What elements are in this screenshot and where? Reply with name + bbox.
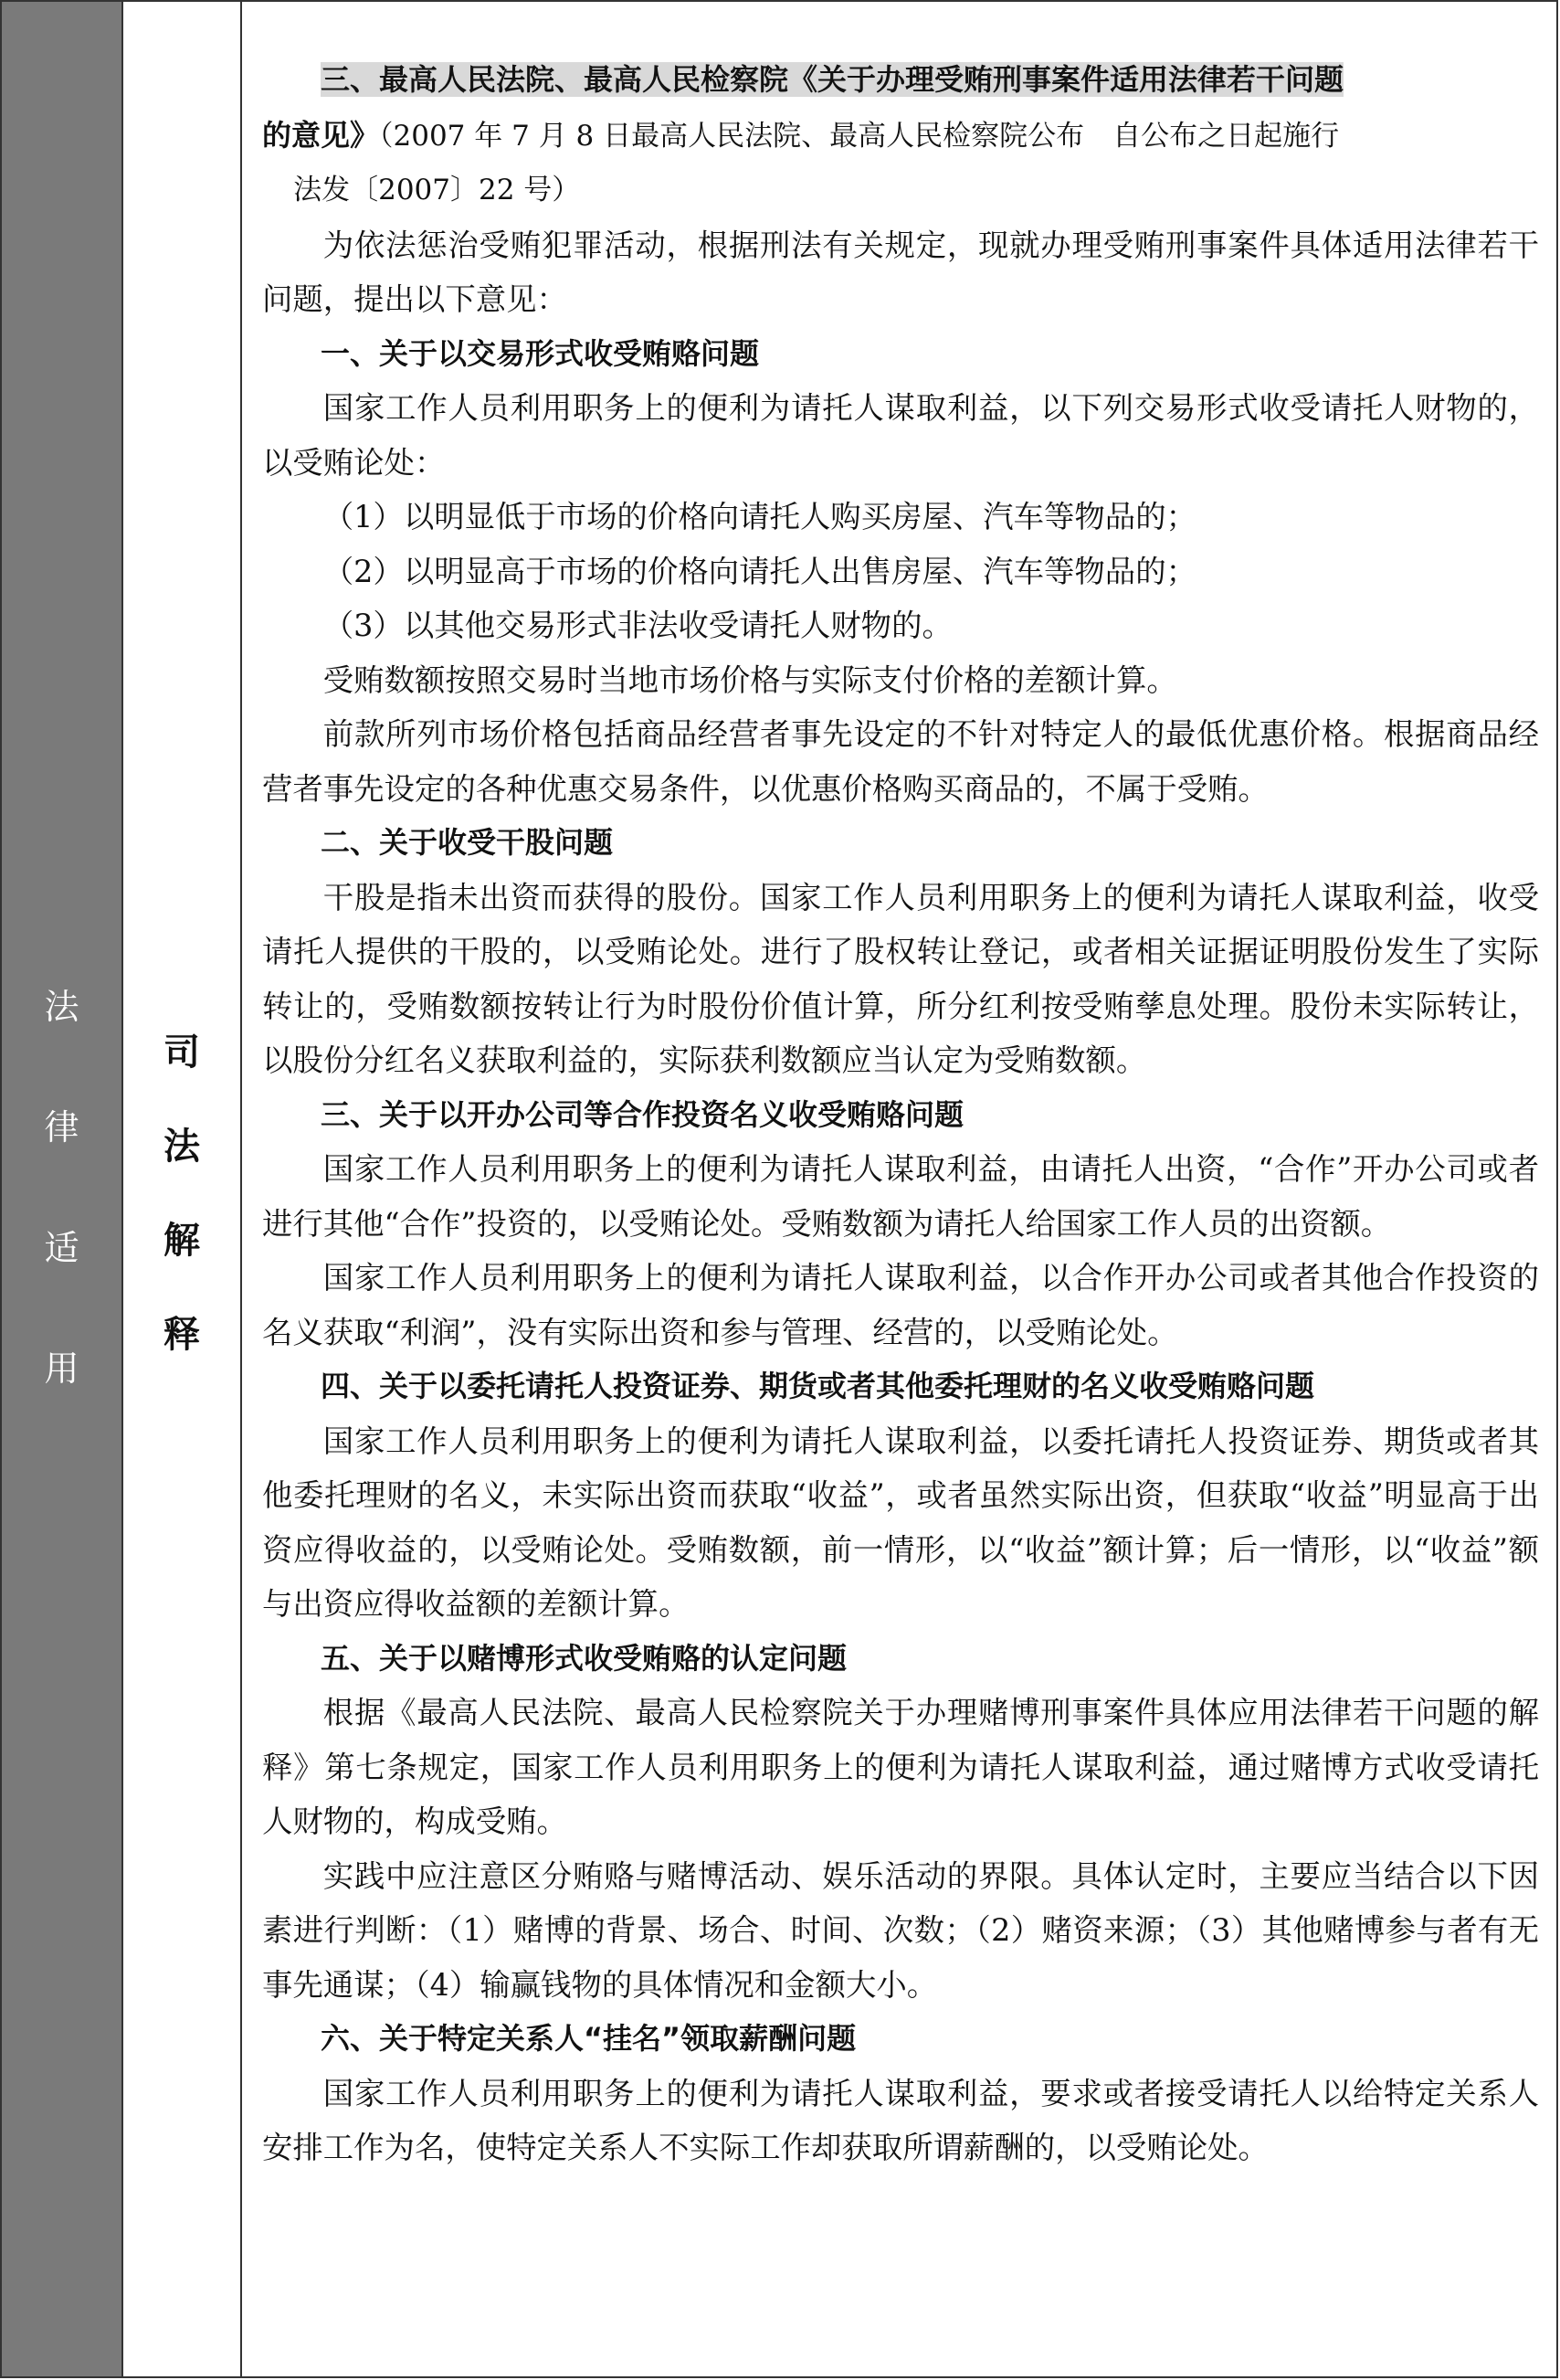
document-body bbox=[262, 53, 1539, 2175]
section-heading-2: 二、关于收受干股问题 bbox=[321, 825, 614, 860]
paragraph: 实践中应注意区分贿赂与赌博活动、娱乐活动的界限。具体认定时，主要应当结合以下因素进行判断：（1）赌博的背景、场合、时间、次数；（2）赌资来源；（3）其他赌博参与者有无事先通谋；（4）输赢钱物的具体情况和金额大小。 bbox=[262, 1857, 1539, 2003]
subcategory-char: 释 bbox=[163, 1314, 200, 1356]
category-column bbox=[2, 2, 123, 2376]
document-title-continued bbox=[262, 108, 1539, 164]
preamble: 为依法惩治受贿犯罪活动，根据刑法有关规定，现就办理受贿刑事案件具体适用法律若干问题，提出以下意见： bbox=[262, 227, 1539, 317]
doc-number: 法发〔2007〕22 号） bbox=[293, 174, 581, 206]
list-item: （3）以其他交易形式非法收受请托人财物的。 bbox=[322, 608, 953, 643]
paragraph: 根据《最高人民法院、最高人民检察院关于办理赌博刑事案件具体应用法律若干问题的解释》第七条规定，国家工作人员利用职务上的便利为请托人谋取利益，通过赌博方式收受请托人财物的，构成受贿。 bbox=[262, 1695, 1539, 1839]
section-heading-1: 一、关于以交易形式收受贿赂问题 bbox=[321, 335, 760, 371]
section-heading-6: 六、关于特定关系人“挂名”领取薪酬问题 bbox=[321, 2021, 857, 2056]
paragraph: 国家工作人员利用职务上的便利为请托人谋取利益，由请托人出资，“合作”开办公司或者进行其他“合作”投资的，以受贿论处。受贿数额为请托人给国家工作人员的出资额。 bbox=[262, 1151, 1539, 1242]
category-label bbox=[2, 979, 121, 1462]
list-item: （1）以明显低于市场的价格向请托人购买房屋、汽车等物品的； bbox=[322, 499, 1196, 534]
section-heading-5: 五、关于以赌博形式收受贿赂的认定问题 bbox=[321, 1640, 848, 1676]
section-heading-3: 三、关于以开办公司等合作投资名义收受贿赂问题 bbox=[321, 1096, 964, 1132]
paragraph: 前款所列市场价格包括商品经营者事先设定的不针对特定人的最低优惠价格。根据商品经营者事先设定的各种优惠交易条件，以优惠价格购买商品的，不属于受贿。 bbox=[262, 716, 1539, 807]
subcategory-column bbox=[123, 2, 242, 2376]
paragraph: 受贿数额按照交易时当地市场价格与实际支付价格的差额计算。 bbox=[322, 661, 1177, 698]
list-item: （2）以明显高于市场的价格向请托人出售房屋、汽车等物品的； bbox=[322, 553, 1196, 589]
category-char: 适 bbox=[44, 1228, 79, 1268]
document-title bbox=[262, 53, 1539, 108]
title-line-2: 的意见》 bbox=[262, 117, 380, 153]
paragraph: 国家工作人员利用职务上的便利为请托人谋取利益，要求或者接受请托人以给特定关系人安排工作为名，使特定关系人不实际工作却获取所谓薪酬的，以受贿论处。 bbox=[262, 2075, 1539, 2165]
subcategory-char: 司 bbox=[163, 1031, 200, 1074]
subcategory-label bbox=[123, 1025, 240, 1402]
section-heading-4: 四、关于以委托请托人投资证券、期货或者其他委托理财的名义收受贿赂问题 bbox=[321, 1369, 1315, 1403]
paragraph: 国家工作人员利用职务上的便利为请托人谋取利益，以合作开办公司或者其他合作投资的名义获取“利润”，没有实际出资和参与管理、经营的，以受贿论处。 bbox=[262, 1260, 1539, 1350]
paragraph: 干股是指未出资而获得的股份。国家工作人员利用职务上的便利为请托人谋取利益，收受请托人提供的干股的，以受贿论处。进行了股权转让登记，或者相关证据证明股份发生了实际转让的，受贿数额按转让行为时股份价值计算，所分红利按受贿孳息处理。股份未实际转让，以股份分红名义获取利益的，实际获利数额应当认定为受贿数额。 bbox=[262, 879, 1539, 1078]
title-line-1: 三、最高人民法院、最高人民检察院《关于办理受贿刑事案件适用法律若干问题 bbox=[321, 62, 1344, 97]
category-char: 律 bbox=[44, 1107, 79, 1148]
category-char: 法 bbox=[44, 987, 79, 1027]
subcategory-char: 法 bbox=[163, 1126, 200, 1168]
paragraph: 国家工作人员利用职务上的便利为请托人谋取利益，以委托请托人投资证券、期货或者其他委托理财的名义，未实际出资而获取“收益”，或者虽然实际出资，但获取“收益”明显高于出资应得收益的，以受贿论处。受贿数额，前一情形，以“收益”额计算；后一情形，以“收益”额与出资应得收益额的差额计算。 bbox=[262, 1423, 1539, 1622]
paragraph: 国家工作人员利用职务上的便利为请托人谋取利益，以下列交易形式收受请托人财物的，以受贿论处： bbox=[262, 390, 1539, 481]
publish-info: （2007 年 7 月 8 日最高人民法院、最高人民检察院公布 自公布之日起施行 bbox=[379, 119, 1340, 153]
category-char: 用 bbox=[44, 1349, 79, 1389]
subcategory-char: 解 bbox=[163, 1220, 200, 1262]
